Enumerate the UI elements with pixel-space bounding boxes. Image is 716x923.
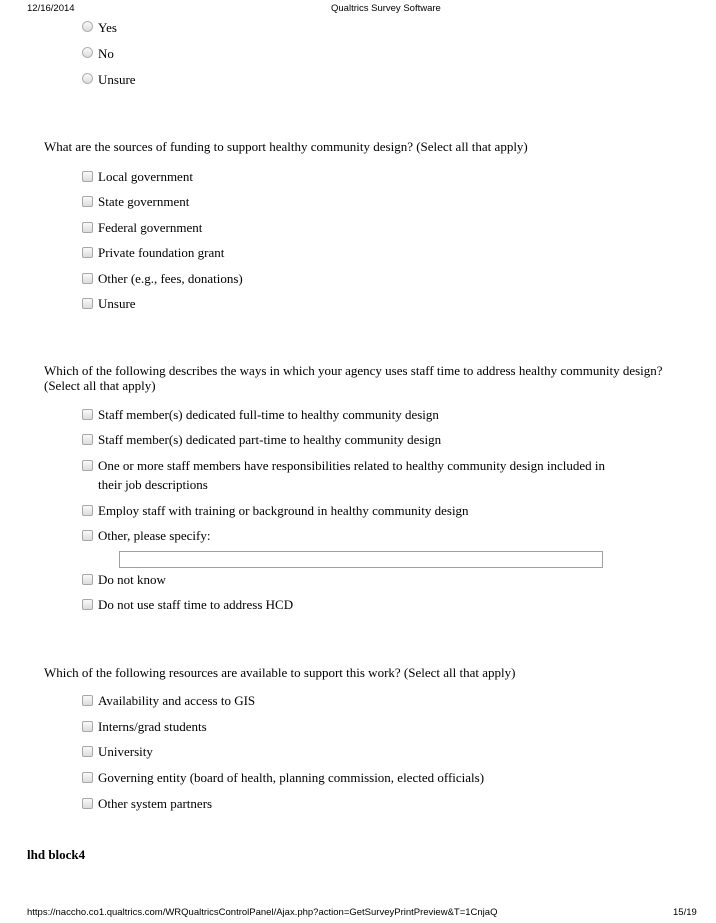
option-label: Other system partners — [98, 796, 213, 811]
checkbox[interactable] — [82, 460, 93, 471]
checkbox[interactable] — [82, 273, 93, 284]
option-label: Do not use staff time to address HCD — [98, 597, 294, 612]
radio-option[interactable] — [82, 70, 622, 89]
checkbox-option[interactable] — [82, 570, 622, 589]
checkbox-option[interactable] — [82, 768, 622, 787]
checkbox[interactable] — [82, 599, 93, 610]
print-date: 12/16/2014 — [27, 3, 75, 14]
footer-url: https://naccho.co1.qualtrics.com/WRQualtricsControlPanel/Ajax.php?action=GetSurveyPrintPreview&T=1CnjaQ — [27, 907, 498, 918]
question-resources: Which of the following resources are available to support this work? (Select all that apply) — [44, 665, 516, 680]
page-number: 15/19 — [673, 907, 697, 918]
checkbox-option[interactable] — [82, 243, 622, 262]
checkbox[interactable] — [82, 409, 93, 420]
checkbox-option[interactable] — [82, 526, 622, 545]
option-label: Availability and access to GIS — [98, 693, 256, 708]
option-label: Federal government — [98, 220, 203, 235]
checkbox-option[interactable] — [82, 294, 622, 313]
option-label: Local government — [98, 169, 193, 184]
checkbox-option[interactable] — [82, 430, 622, 449]
checkbox-option[interactable] — [82, 595, 622, 614]
question-funding: What are the sources of funding to support healthy community design? (Select all that apply) — [44, 139, 528, 154]
checkbox-option[interactable] — [82, 742, 622, 761]
checkbox-option[interactable] — [82, 269, 622, 288]
checkbox[interactable] — [82, 196, 93, 207]
checkbox[interactable] — [82, 746, 93, 757]
option-label: Private foundation grant — [98, 245, 225, 260]
checkbox-option[interactable] — [82, 717, 622, 736]
checkbox[interactable] — [82, 798, 93, 809]
other-specify-input[interactable] — [119, 551, 603, 568]
radio-option[interactable] — [82, 18, 622, 37]
question-staff-time: Which of the following describes the ways in which your agency uses staff time to address healthy community design? (Select all that apply) — [44, 363, 663, 393]
checkbox[interactable] — [82, 298, 93, 309]
checkbox-option[interactable] — [82, 405, 622, 424]
option-label: No — [98, 46, 114, 61]
checkbox-option[interactable] — [82, 456, 612, 494]
option-label: Governing entity (board of health, planning commission, elected officials) — [98, 770, 485, 785]
radio-button[interactable] — [82, 47, 93, 58]
option-label: State government — [98, 194, 190, 209]
option-label: Employ staff with training or background in healthy community design — [98, 503, 469, 518]
option-label: Unsure — [98, 72, 136, 87]
checkbox[interactable] — [82, 434, 93, 445]
option-label: University — [98, 744, 153, 759]
checkbox-option[interactable] — [82, 192, 622, 211]
option-label: Unsure — [98, 296, 136, 311]
block-title: lhd block4 — [27, 847, 86, 862]
option-label: Yes — [98, 20, 117, 35]
checkbox[interactable] — [82, 721, 93, 732]
checkbox-option[interactable] — [82, 218, 622, 237]
radio-button[interactable] — [82, 73, 93, 84]
checkbox[interactable] — [82, 772, 93, 783]
checkbox-option[interactable] — [82, 794, 622, 813]
option-label: One or more staff members have responsibilities related to healthy community design included in their job descriptions — [98, 458, 605, 492]
radio-option[interactable] — [82, 44, 622, 63]
checkbox[interactable] — [82, 530, 93, 541]
checkbox[interactable] — [82, 505, 93, 516]
checkbox[interactable] — [82, 222, 93, 233]
option-label: Do not know — [98, 572, 166, 587]
option-label: Interns/grad students — [98, 719, 207, 734]
checkbox-option[interactable] — [82, 501, 622, 520]
checkbox[interactable] — [82, 171, 93, 182]
option-label: Other (e.g., fees, donations) — [98, 271, 243, 286]
radio-button[interactable] — [82, 21, 93, 32]
checkbox[interactable] — [82, 574, 93, 585]
option-label: Staff member(s) dedicated full-time to healthy community design — [98, 407, 439, 422]
print-title: Qualtrics Survey Software — [331, 3, 441, 14]
option-label: Other, please specify: — [98, 528, 211, 543]
option-label: Staff member(s) dedicated part-time to healthy community design — [98, 432, 442, 447]
checkbox-option[interactable] — [82, 167, 622, 186]
checkbox[interactable] — [82, 247, 93, 258]
checkbox[interactable] — [82, 695, 93, 706]
checkbox-option[interactable] — [82, 691, 622, 710]
